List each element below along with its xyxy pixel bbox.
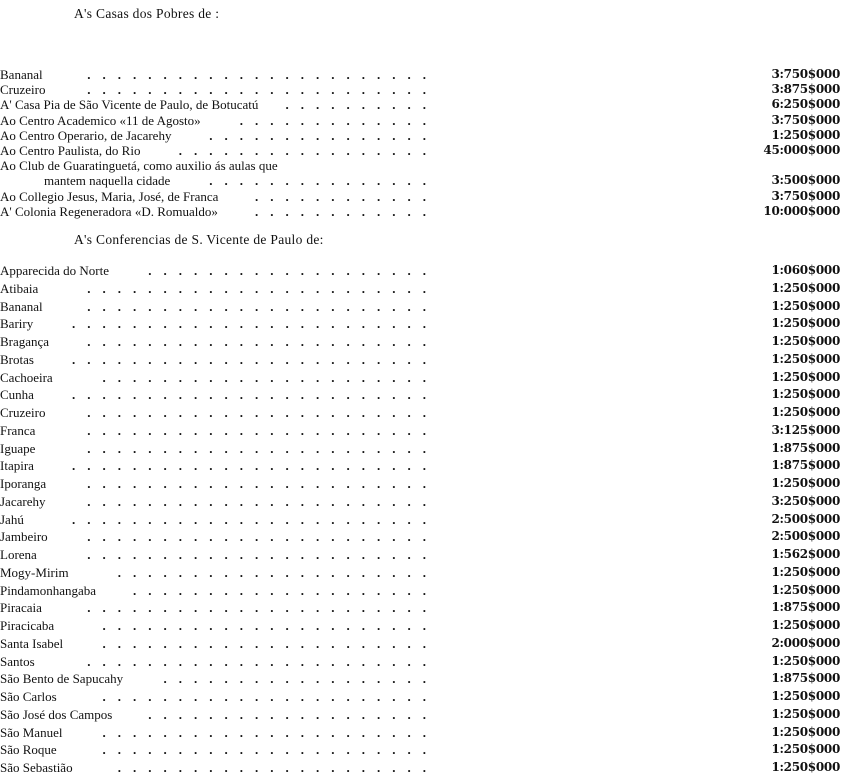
item-label: Atibaia [0,280,39,296]
dot-leader: ....................... [87,600,438,616]
list-item [0,67,856,82]
dot-leader: ........................ [72,316,438,332]
item-amount: 1:250$000 [771,280,840,295]
item-amount: 1:875$000 [771,458,840,473]
item-label: Piracicaba [0,618,55,633]
item-amount: 1:250$000 [771,127,840,142]
list-item [0,440,856,458]
dot-leader: ...................... [102,369,438,385]
dot-leader: ...................... [102,742,438,758]
dot-leader: ....................... [87,82,438,98]
item-amount: 3:875$000 [771,82,840,97]
list-item [0,741,856,759]
list-item [0,280,856,298]
list-item [0,422,856,440]
item-label: São José dos Campos [0,706,113,722]
dot-leader: ............... [209,173,438,189]
list-item [0,351,856,369]
item-label: A' Casa Pia de São Vicente de Paulo, de Botucatú [0,97,259,113]
item-amount: 3:125$000 [771,422,840,437]
conferencias-list [0,262,856,775]
list-item [0,688,856,706]
item-label: Bragança [0,334,50,349]
list-item [0,599,856,617]
dot-leader: ....................... [87,476,438,491]
list-item [0,706,856,724]
dot-leader: ....................... [87,493,438,509]
item-amount: 1:250$000 [771,334,840,348]
item-amount: 10:000$000 [763,203,840,218]
list-item [0,97,856,112]
dot-leader: ....................... [87,67,438,82]
item-amount: 2:500$000 [771,529,840,544]
dot-leader: .................. [163,671,438,687]
dot-leader: .................... [133,582,438,598]
item-label: Jambeiro [0,529,48,545]
dot-leader: ...................... [102,635,438,651]
item-label: Bananal [0,67,43,82]
list-item [0,759,856,775]
item-amount: 1:250$000 [771,689,840,703]
dot-leader: ............ [255,188,438,204]
dot-leader: ..................... [117,760,438,775]
list-item [0,457,856,475]
item-amount: 1:250$000 [771,387,840,402]
item-amount: 3:500$000 [771,173,840,188]
list-item [0,528,856,546]
item-label: Lorena [0,547,37,562]
item-label: Iporanga [0,476,47,491]
list-item [0,404,856,422]
dot-leader: ........................ [72,387,438,403]
dot-leader: ............ [255,203,438,219]
item-label: Brotas [0,351,34,367]
item-label: Jacarehy [0,493,46,509]
item-label: Cachoeira [0,369,53,385]
item-amount: 3:750$000 [771,188,840,203]
dot-leader: ................... [148,706,438,722]
item-label: Franca [0,422,36,438]
list-item [0,653,856,671]
item-amount: 3:250$000 [771,493,840,508]
list-item [0,204,856,219]
dot-leader: ....................... [87,440,438,456]
dot-leader: ................. [178,142,438,158]
list-item [0,128,856,143]
item-label: São Roque [0,742,57,758]
item-amount: 1:250$000 [771,653,840,668]
dot-leader: ....................... [87,529,438,545]
item-amount: 1:250$000 [771,298,840,313]
list-item [0,724,856,742]
dot-leader: ...................... [102,618,438,633]
item-amount: 3:750$000 [771,67,840,81]
list-item [0,635,856,653]
casas-list [0,67,856,219]
casas-heading: A's Casas dos Pobres de : [74,6,220,21]
item-label: Ao Centro Operario, de Jacarehy [0,127,172,143]
item-label: São Carlos [0,689,57,704]
list-item [0,189,856,204]
dot-leader: ...................... [102,689,438,704]
item-amount: 1:250$000 [771,582,840,597]
dot-leader: ....................... [87,653,438,669]
list-item [0,386,856,404]
list-item [0,369,856,387]
list-item [0,262,856,280]
item-label: Iguape [0,440,36,456]
list-item [0,511,856,529]
item-amount: 2:500$000 [771,511,840,526]
dot-leader: ....................... [87,547,438,562]
item-label: Piracaia [0,600,42,616]
list-item [0,143,856,158]
dot-leader: ..................... [117,564,438,580]
item-label: Mogy-Mirim [0,564,69,580]
list-item [0,158,856,188]
dot-leader: ....................... [87,334,438,349]
item-label: Jahú [0,511,24,527]
item-label: São Manuel [0,724,63,740]
list-item [0,82,856,97]
item-amount: 1:875$000 [771,440,840,455]
item-label: Ao Centro Academico «11 de Agosto» [0,112,201,128]
dot-leader: ........................ [72,511,438,527]
item-label-continued: mantem naquella cidade [44,173,171,189]
conferencias-heading: A's Conferencias de S. Vicente de Paulo de: [74,232,324,247]
item-label: Santa Isabel [0,635,64,651]
item-amount: 1:250$000 [771,369,840,384]
item-amount: 2:000$000 [771,635,840,650]
item-label: Bananal [0,298,43,314]
item-amount: 1:250$000 [771,760,840,774]
dot-leader: ........................ [72,351,438,367]
list-item [0,298,856,316]
list-item [0,546,856,564]
dot-leader: ....................... [87,298,438,314]
item-amount: 1:250$000 [771,405,840,419]
dot-leader: ....................... [87,280,438,296]
item-label: São Sebastião [0,760,73,775]
dot-leader: ....................... [87,422,438,438]
list-item [0,564,856,582]
list-item [0,475,856,493]
item-amount: 1:875$000 [771,671,840,686]
list-item [0,617,856,635]
item-label: São Bento de Sapucahy [0,671,124,687]
item-amount: 1:250$000 [771,742,840,757]
dot-leader: ............... [209,127,438,143]
item-label: Apparecida do Norte [0,263,110,278]
list-item [0,582,856,600]
item-label: Ao Club de Guaratinguetá, como auxilio ás aulas que [0,158,278,174]
item-label: A' Colonia Regeneradora «D. Romualdo» [0,203,218,219]
dot-leader: ....................... [87,405,438,420]
item-amount: 1:875$000 [771,600,840,615]
item-label: Cruzeiro [0,405,46,420]
item-amount: 1:250$000 [771,724,840,739]
list-item [0,113,856,128]
item-amount: 1:250$000 [771,316,840,331]
item-amount: 1:250$000 [771,618,840,632]
item-amount: 1:060$000 [771,263,840,277]
list-item [0,333,856,351]
item-amount: 6:250$000 [771,97,840,112]
item-amount: 1:250$000 [771,706,840,721]
item-label: Santos [0,653,35,669]
item-amount: 1:250$000 [771,564,840,579]
item-amount: 45:000$000 [763,142,840,157]
item-amount: 1:562$000 [771,547,840,561]
item-label: Pindamonhangaba [0,582,97,598]
list-item [0,670,856,688]
dot-leader: ............. [239,112,438,128]
list-item [0,315,856,333]
list-item [0,493,856,511]
item-amount: 3:750$000 [771,112,840,127]
dot-leader: ...................... [102,724,438,740]
item-label: Ao Centro Paulista, do Rio [0,142,141,158]
dot-leader: ........................ [72,458,438,474]
item-label: Cunha [0,387,34,403]
item-label: Itapira [0,458,34,474]
item-label: Bariry [0,316,34,332]
item-label: Ao Collegio Jesus, Maria, José, de Franca [0,188,219,204]
dot-leader: .......... [285,97,438,113]
item-amount: 1:250$000 [771,351,840,366]
item-amount: 1:250$000 [771,476,840,490]
item-label: Cruzeiro [0,82,46,98]
dot-leader: ................... [148,263,438,278]
